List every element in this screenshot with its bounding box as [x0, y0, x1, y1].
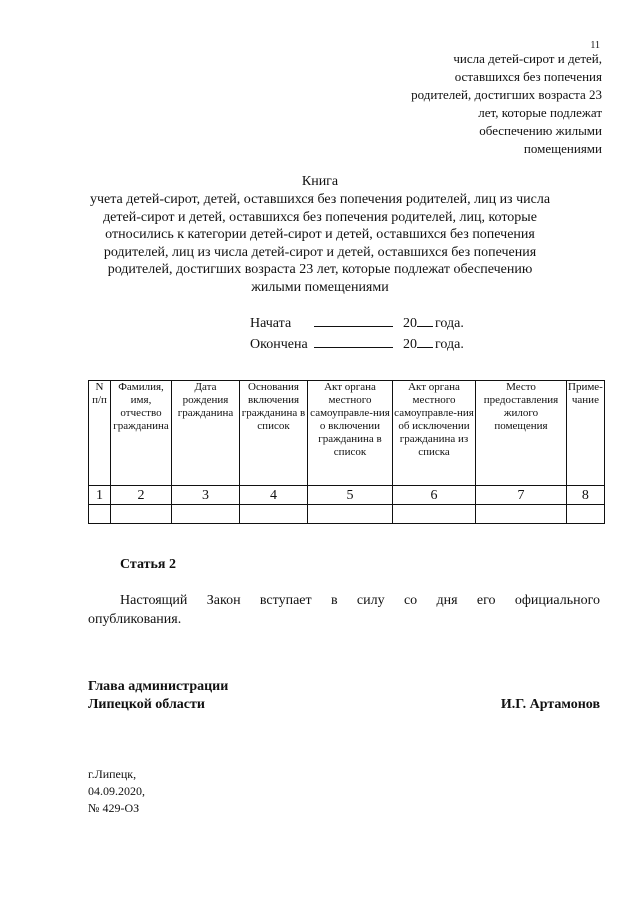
signer-title-line: Глава администрации — [88, 679, 229, 694]
year-blank — [417, 312, 433, 327]
footer-info — [88, 766, 145, 817]
empty-cell — [476, 505, 567, 524]
empty-cell — [89, 505, 111, 524]
year-suffix: года. — [435, 337, 464, 352]
started-date-row — [250, 312, 464, 333]
footer-city: г.Липецк, — [88, 767, 137, 781]
footer-law-number: № 429-ОЗ — [88, 801, 140, 815]
registry-table — [88, 380, 605, 524]
column-header: Акт органа местного самоуправле-ния об исключении гражданина из списка — [393, 381, 476, 486]
subtitle-line: детей-сирот и детей, оставшихся без попечения родителей, лиц, которые — [103, 209, 537, 225]
subtitle-line: учета детей-сирот, детей, оставшихся без попечения родителей, лиц из числа — [89, 192, 551, 207]
page-number: 11 — [590, 40, 600, 51]
date-blank — [314, 312, 393, 327]
column-number: 6 — [393, 486, 476, 505]
column-number: 1 — [89, 486, 111, 505]
column-number: 4 — [240, 486, 308, 505]
column-header: Основания включения гражданина в список — [240, 381, 308, 486]
year-prefix: 20 — [403, 337, 417, 352]
book-dates — [250, 312, 464, 354]
column-header: N п/п — [89, 381, 111, 486]
column-number-row — [89, 486, 605, 505]
empty-cell — [393, 505, 476, 524]
subtitle-line: относились к категории детей-сирот и детей, оставшихся без попечения — [105, 227, 535, 243]
started-label: Начата — [250, 316, 292, 331]
footer-date: 04.09.2020, — [88, 784, 145, 798]
column-number: 5 — [308, 486, 393, 505]
column-number: 7 — [476, 486, 567, 505]
column-number: 2 — [111, 486, 172, 505]
reference-line: числа детей-сирот и детей, — [453, 51, 602, 66]
column-number: 8 — [567, 486, 605, 505]
book-title: Книга — [301, 174, 339, 189]
subtitle-line: родителей, достигших возраста 23 лет, которые подлежат обеспечению — [107, 262, 533, 278]
table-header-row — [89, 381, 605, 486]
signer-name: И.Г. Артамонов — [500, 697, 600, 712]
book-subtitle — [60, 191, 580, 297]
ended-date-row — [250, 333, 464, 354]
ended-label: Окончена — [250, 337, 308, 352]
column-header: Дата рождения гражданина — [172, 381, 240, 486]
column-header: Приме-чание — [567, 381, 605, 486]
signer-title — [88, 678, 228, 714]
signer-title-line: Липецкой области — [88, 697, 205, 712]
empty-cell — [111, 505, 172, 524]
reference-line: обеспечению жилыми — [479, 123, 602, 138]
reference-line: родителей, достигших возраста 23 — [411, 87, 602, 102]
year-prefix: 20 — [403, 316, 417, 331]
column-number: 3 — [172, 486, 240, 505]
column-header: Место предоставления жилого помещения — [476, 381, 567, 486]
empty-cell — [567, 505, 605, 524]
article-text-line: Настоящий Закон вступает в силу со дня его официального — [120, 593, 600, 608]
table-empty-row — [89, 505, 605, 524]
subtitle-line: родителей, лиц из числа детей-сирот и детей, оставшихся без попечения — [103, 244, 537, 260]
reference-block — [302, 50, 602, 158]
empty-cell — [172, 505, 240, 524]
article-heading: Статья 2 — [120, 557, 176, 572]
reference-line: лет, которые подлежат — [478, 105, 602, 120]
date-blank — [314, 333, 393, 348]
column-header: Фамилия, имя, отчество гражданина — [111, 381, 172, 486]
article-text-line: опубликования. — [88, 612, 182, 627]
year-blank — [417, 333, 433, 348]
article-text — [88, 591, 600, 629]
empty-cell — [308, 505, 393, 524]
reference-line: оставшихся без попечения — [454, 69, 602, 84]
year-suffix: года. — [435, 316, 464, 331]
reference-line: помещениями — [523, 141, 602, 156]
column-header: Акт органа местного самоуправле-ния о включении гражданина в список — [308, 381, 393, 486]
subtitle-line: жилыми помещениями — [251, 279, 389, 295]
empty-cell — [240, 505, 308, 524]
